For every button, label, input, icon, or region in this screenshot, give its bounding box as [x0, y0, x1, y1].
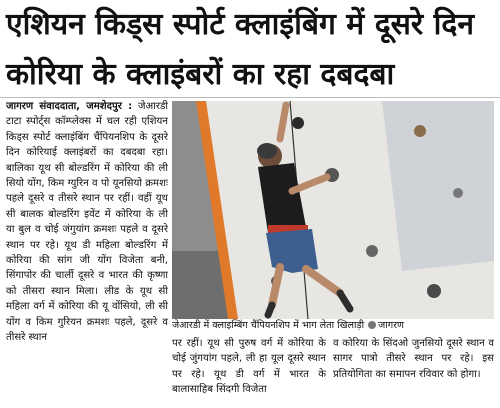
- article-byline: जागरण संवाददाता, जमशेदपुर :: [6, 101, 133, 112]
- headline-line-2: कोरिया के क्लाइंबरों का रहा दबदबा: [6, 57, 395, 92]
- article-column-right: व कोरिया के सिंदओ जुनसियो दूसरे स्थान व सागर पात्रो तीसरे स्थान पर रहे। इस प्रतियोगिता का समापन रविवार को होगा।: [333, 338, 494, 380]
- photo-credit: जागरण: [378, 320, 404, 331]
- climber-illustration: [172, 101, 494, 319]
- credit-dot-icon: [368, 321, 376, 329]
- photo-caption: [172, 319, 494, 333]
- article-left-text: जेआरडी टाटा स्पोर्ट्स कॉम्प्लेक्स में चल रही एशियन किड्स स्पोर्ट क्लाइंबिंग चैंपियनशिप के दूसरे दिन कोरियाई क्लाइंबरों का दबदबा रहा। बालिका यूथ सी बोल्डरिंग में कोरिया की ली सियो योंग, किम ग्युरिन व पो यूनसियो क्रमशः पहले दूसरे व तीसरे स्थान पर रहीं। वहीं यूथ सी बालक बोल्डरिंग इवेंट में कोरिया के ली या बुल व चोई जंगुयांग क्रमशः पहले व दूसरे स्थान पर रहे। यूथ डी महिला बोल्डरिंग में कोरिया की सांग जी योंग विजेता बनी, सिंगापोर की चार्ली दूसरे व भारत की कृष्णा को तीसरा स्थान मिला। लीड के यूथ सी महिला वर्ग में कोरिया की यू वोंसियो, ली सी योंग व किम गुरियन क्रमशः पहले, दूसरे व तीसरे स्थान: [6, 101, 168, 344]
- headline-line-1: एशियन किड्स स्पोर्ट क्लाइंबिंग में दूसरे दिन: [6, 7, 474, 42]
- climbing-photo: [172, 101, 494, 319]
- article-column-middle: पर रहीं। यूथ सी पुरुष वर्ग में कोरिया के चोई जुंगयांग पहले, ली हा यूल दूसरे स्थान पर रहे। यूथ डी वर्ग में भारत के बालासाहिब सिंदगी विजेता: [172, 338, 326, 396]
- article-column-left: [6, 99, 168, 408]
- headline-divider: [0, 97, 500, 98]
- photo-caption-text: जेआरडी में क्लाइम्बिंग चैंपियनशिप में भाग लेता खिलाड़ी: [172, 320, 365, 331]
